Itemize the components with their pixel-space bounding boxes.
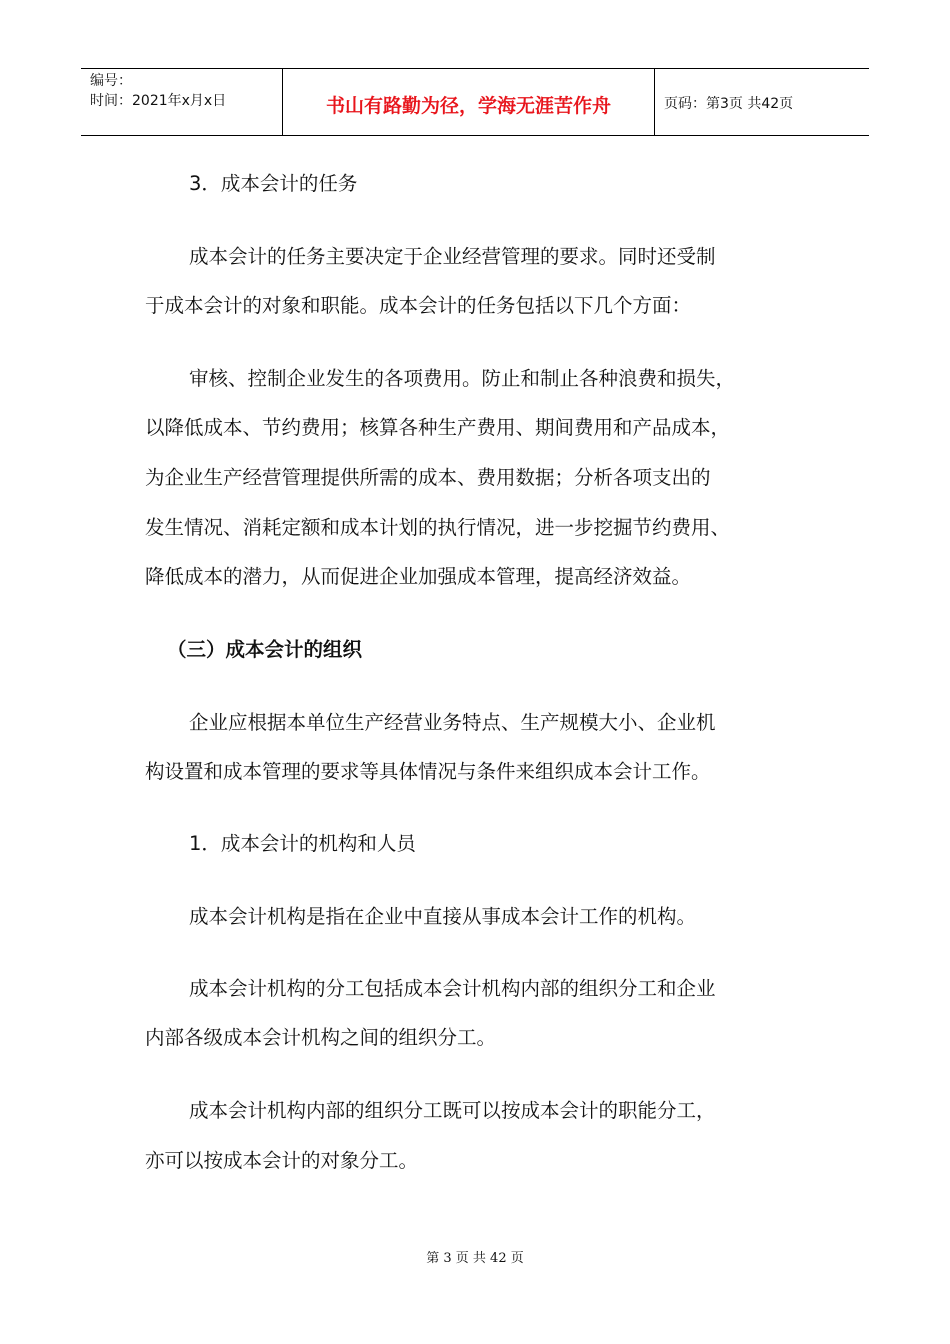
page-footer: 第 3 页 共 42 页 [426, 1251, 524, 1266]
header-page-info: 页码：第3页 共42页 [664, 96, 794, 112]
paragraph-line: 于成本会计的对象和职能。成本会计的任务包括以下几个方面： [145, 294, 692, 317]
paragraph-line: 降低成本的潜力，从而促进企业加强成本管理，提高经济效益。 [145, 565, 692, 588]
paragraph-line: 成本会计机构内部的组织分工既可以按成本会计的职能分工， [189, 1099, 716, 1122]
paragraph-line: 成本会计的任务主要决定于企业经营管理的要求。同时还受制 [189, 245, 716, 268]
page-header [81, 68, 869, 136]
header-motto: 书山有路勤为径，学海无涯苦作舟 [283, 69, 655, 135]
doc-number-label: 编号： [90, 73, 132, 89]
paragraph-line: 企业应根据本单位生产经营业务特点、生产规模大小、企业机 [189, 711, 716, 734]
section-heading-san: （三）成本会计的组织 [167, 638, 363, 661]
section-heading-1: 1．成本会计的机构和人员 [189, 832, 416, 855]
paragraph-line: 为企业生产经营管理提供所需的成本、费用数据；分析各项支出的 [145, 466, 711, 489]
paragraph-line: 成本会计机构是指在企业中直接从事成本会计工作的机构。 [189, 905, 697, 928]
paragraph-line: 发生情况、消耗定额和成本计划的执行情况，进一步挖掘节约费用、 [145, 516, 731, 539]
section-heading-3: 3．成本会计的任务 [189, 172, 358, 195]
paragraph-line: 成本会计机构的分工包括成本会计机构内部的组织分工和企业 [189, 977, 716, 1000]
paragraph-line: 内部各级成本会计机构之间的组织分工。 [145, 1026, 497, 1049]
paragraph-line: 审核、控制企业发生的各项费用。防止和制止各种浪费和损失， [189, 367, 736, 390]
header-meta [81, 69, 283, 135]
paragraph-line: 以降低成本、节约费用；核算各种生产费用、期间费用和产品成本， [145, 416, 731, 439]
doc-date-label: 时间：2021年x月x日 [90, 93, 227, 109]
paragraph-line: 构设置和成本管理的要求等具体情况与条件来组织成本会计工作。 [145, 760, 711, 783]
paragraph-line: 亦可以按成本会计的对象分工。 [145, 1149, 419, 1172]
